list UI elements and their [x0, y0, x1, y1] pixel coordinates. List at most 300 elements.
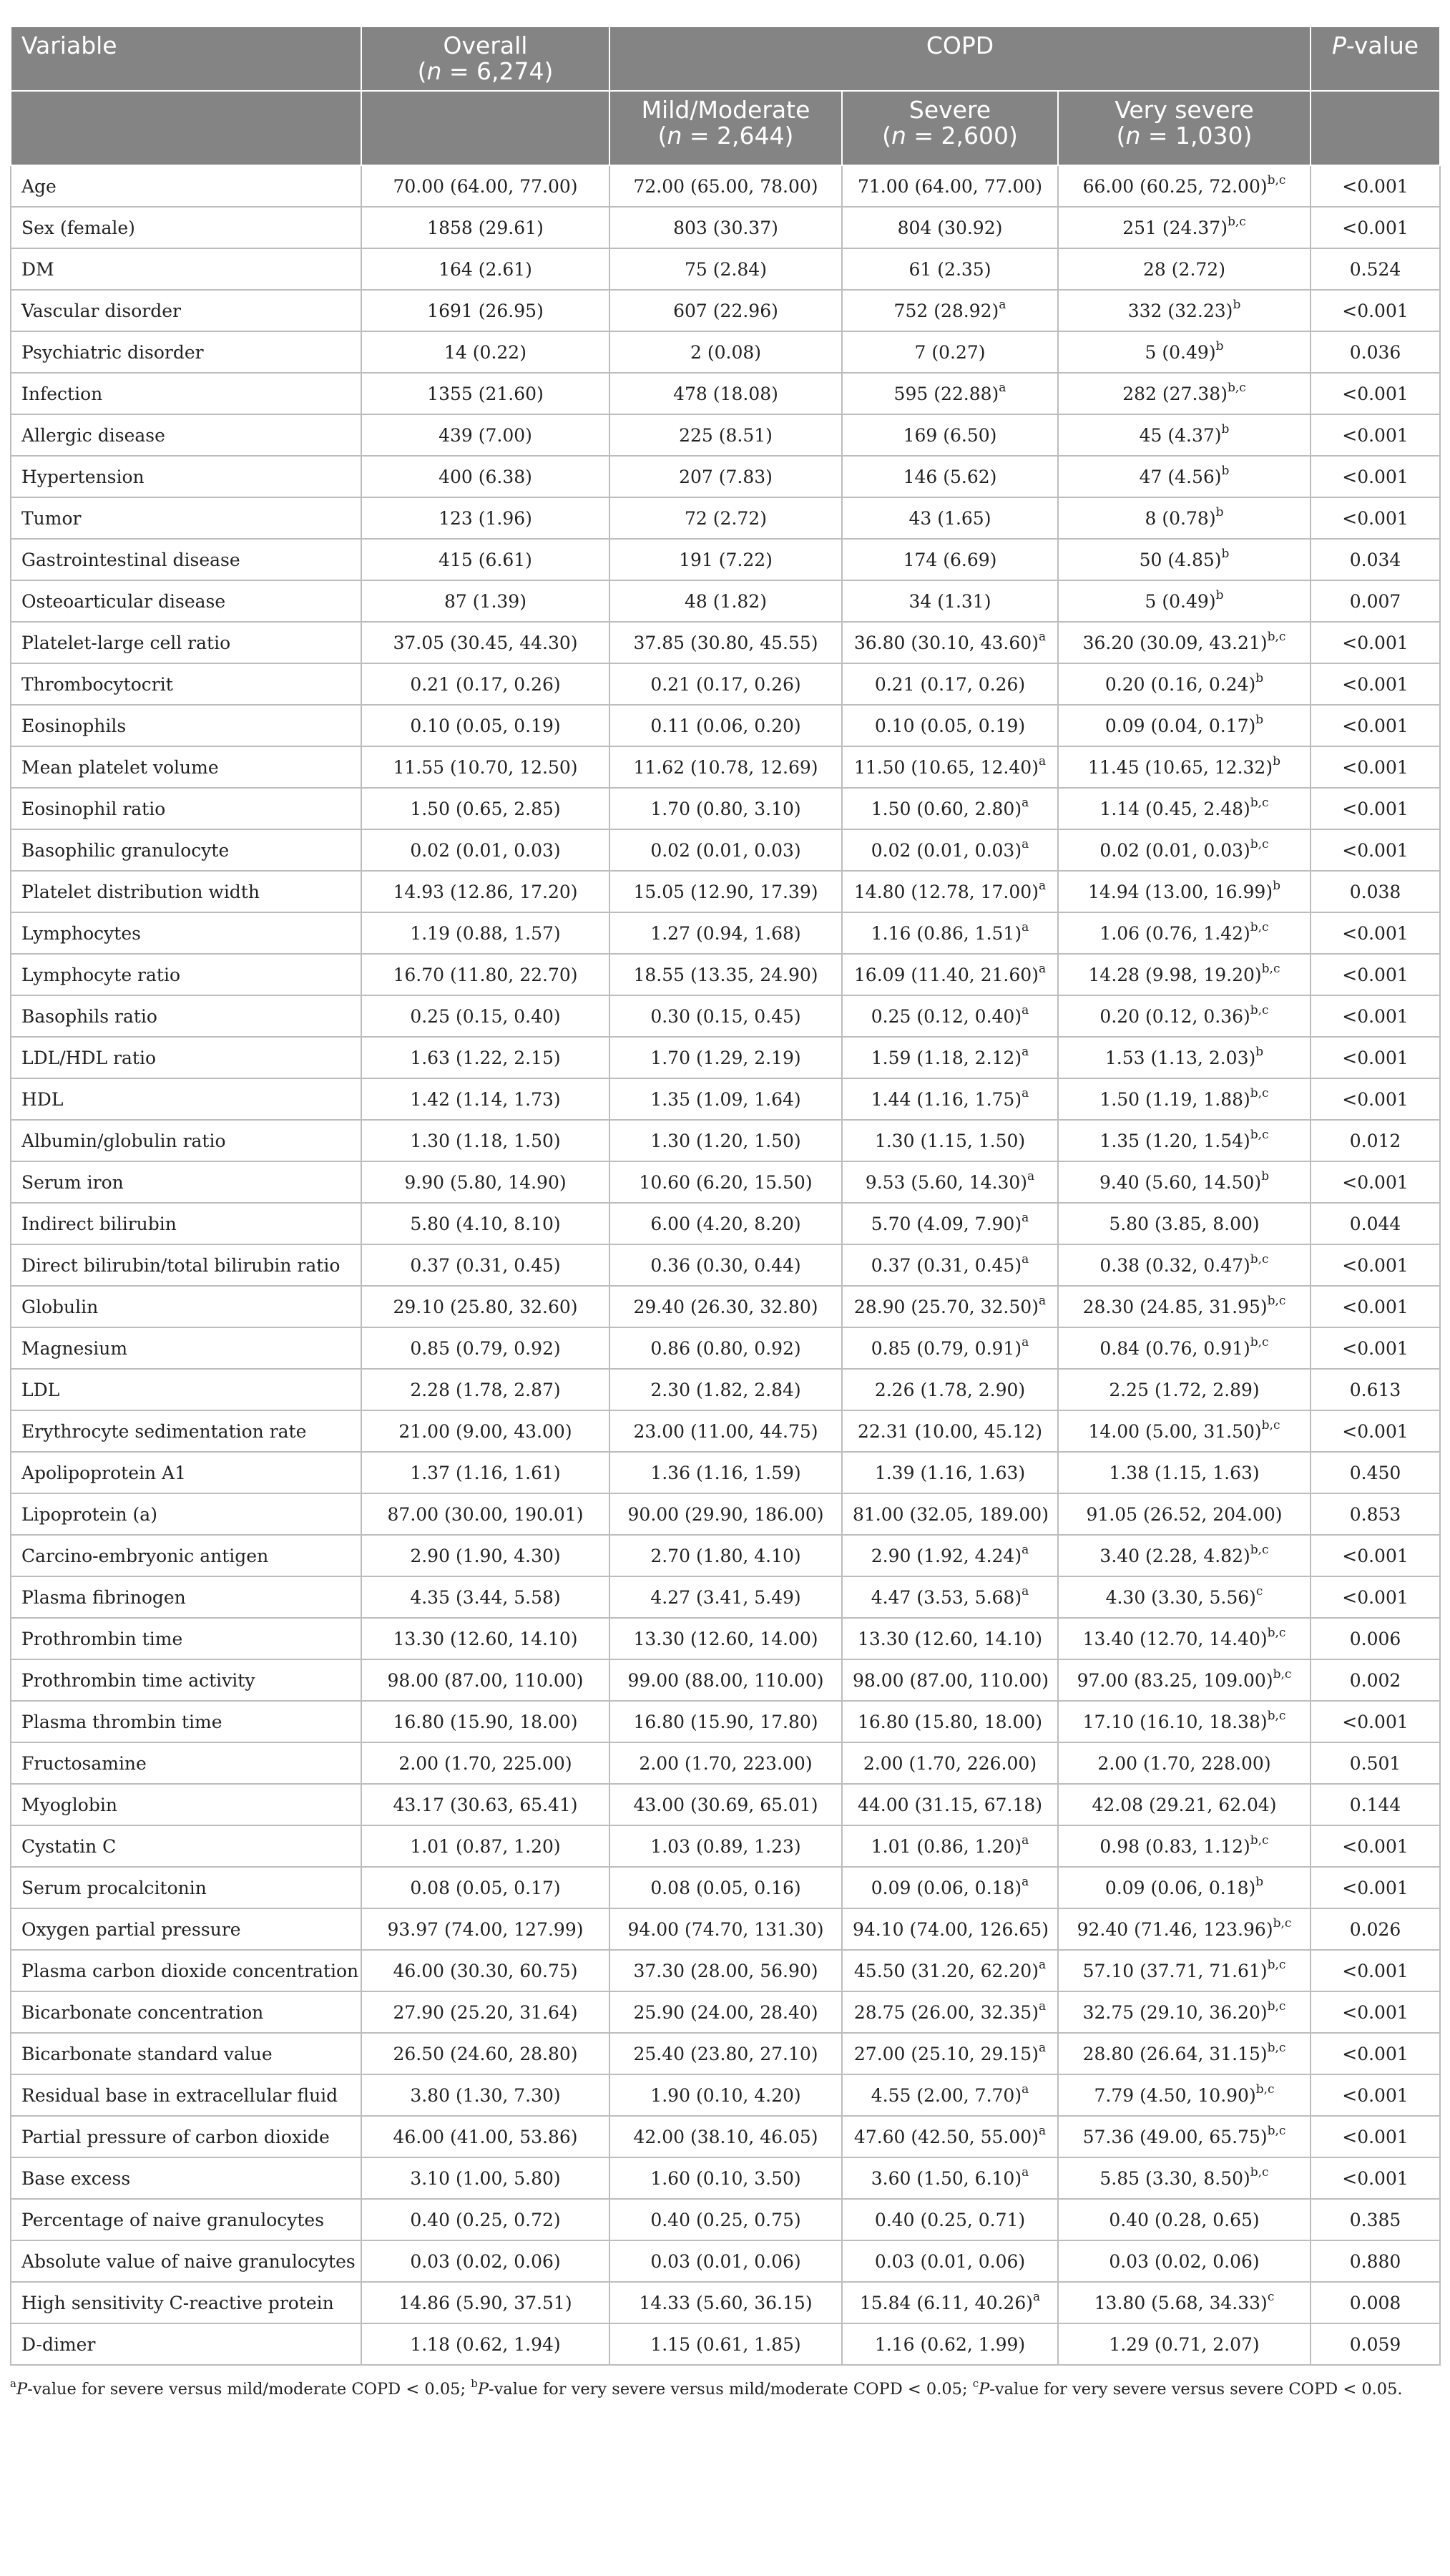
cell-mild-moderate: 4.27 (3.41, 5.49): [609, 1576, 842, 1618]
cell-overall: 1.30 (1.18, 1.50): [361, 1120, 609, 1161]
table-row: [11, 373, 1440, 414]
cell-overall: 13.30 (12.60, 14.10): [361, 1618, 609, 1659]
significance-mark: b,c: [1273, 1667, 1292, 1682]
table-row: [11, 1701, 1440, 1742]
cell-severe: 0.25 (0.12, 0.40)$^a$: [842, 995, 1058, 1037]
cell-variable: Apolipoprotein A1: [11, 1452, 361, 1493]
cell-mild-moderate: 803 (30.37): [609, 207, 842, 248]
cell-severe: 1.16 (0.62, 1.99): [842, 2323, 1058, 2365]
cell-mild-moderate: 1.60 (0.10, 3.50): [609, 2157, 842, 2199]
cell-overall: 0.40 (0.25, 0.72): [361, 2199, 609, 2240]
table-row: [11, 663, 1440, 705]
table-row: [11, 1659, 1440, 1701]
cell-overall: 0.25 (0.15, 0.40): [361, 995, 609, 1037]
footnote-mark: b: [471, 2376, 478, 2390]
cell-pvalue: <0.001: [1311, 1410, 1440, 1452]
header-group-severe: [842, 91, 1058, 165]
significance-mark: b: [1215, 505, 1224, 520]
table-row: [11, 829, 1440, 871]
cell-very-severe: 1.53 (1.13, 2.03)$^b$: [1058, 1037, 1311, 1078]
cell-severe: 2.26 (1.78, 2.90): [842, 1369, 1058, 1410]
significance-mark: b,c: [1250, 1833, 1269, 1848]
cell-pvalue: <0.001: [1311, 497, 1440, 539]
significance-mark: a: [1022, 796, 1029, 811]
cell-severe: 94.10 (74.00, 126.65): [842, 1908, 1058, 1950]
significance-mark: b: [1255, 1875, 1264, 1890]
cell-pvalue: 0.385: [1311, 2199, 1440, 2240]
cell-severe: 11.50 (10.65, 12.40)$^a$: [842, 746, 1058, 788]
cell-mild-moderate: 1.35 (1.09, 1.64): [609, 1078, 842, 1120]
cell-severe: 7 (0.27): [842, 331, 1058, 373]
cell-severe: 146 (5.62): [842, 456, 1058, 497]
cell-severe: 81.00 (32.05, 189.00): [842, 1493, 1058, 1535]
cell-severe: 22.31 (10.00, 45.12): [842, 1410, 1058, 1452]
cell-pvalue: <0.001: [1311, 2157, 1440, 2199]
table-row: [11, 1078, 1440, 1120]
cell-very-severe: 45 $(4.37)^b$: [1058, 414, 1311, 456]
cell-variable: Age: [11, 165, 361, 207]
cell-severe: 28.90 (25.70, 32.50)$^a$: [842, 1286, 1058, 1327]
cell-pvalue: 0.002: [1311, 1659, 1440, 1701]
cell-severe: 0.02 (0.01, 0.03)$^a$: [842, 829, 1058, 871]
table-row: [11, 1369, 1440, 1410]
cell-overall: 164 (2.61): [361, 248, 609, 290]
cell-variable: Hypertension: [11, 456, 361, 497]
cell-mild-moderate: 43.00 (30.69, 65.01): [609, 1784, 842, 1825]
cell-very-severe: 1.50 (1.19, 1.88)$^{b,c}$: [1058, 1078, 1311, 1120]
cell-very-severe: 50 $(4.85)^b$: [1058, 539, 1311, 580]
significance-mark: b,c: [1267, 2124, 1286, 2139]
cell-variable: Indirect bilirubin: [11, 1203, 361, 1244]
header-copd: COPD: [609, 26, 1311, 91]
cell-very-severe: 5 $(0.49)^b$: [1058, 580, 1311, 622]
cell-mild-moderate: 478 (18.08): [609, 373, 842, 414]
cell-severe: 1.39 (1.16, 1.63): [842, 1452, 1058, 1493]
cell-overall: 1355 (21.60): [361, 373, 609, 414]
cell-overall: 27.90 (25.20, 31.64): [361, 1991, 609, 2033]
significance-mark: b,c: [1261, 962, 1280, 977]
table-row: [11, 1784, 1440, 1825]
cell-variable: Percentage of naive granulocytes: [11, 2199, 361, 2240]
cell-mild-moderate: 2 (0.08): [609, 331, 842, 373]
table-container: [10, 26, 1439, 2399]
cell-mild-moderate: 25.90 (24.00, 28.40): [609, 1991, 842, 2033]
cell-overall: 1.63 (1.22, 2.15): [361, 1037, 609, 1078]
significance-mark: a: [1022, 2082, 1029, 2097]
cell-mild-moderate: 75 (2.84): [609, 248, 842, 290]
cell-variable: Tumor: [11, 497, 361, 539]
cell-pvalue: <0.001: [1311, 1535, 1440, 1576]
cell-mild-moderate: 1.27 (0.94, 1.68): [609, 912, 842, 954]
cell-mild-moderate: 0.03 (0.01, 0.06): [609, 2240, 842, 2282]
cell-severe: 1.44 (1.16, 1.75)$^a$: [842, 1078, 1058, 1120]
significance-mark: a: [1022, 1543, 1029, 1558]
significance-mark: b,c: [1250, 1086, 1269, 1101]
significance-mark: b,c: [1267, 1626, 1286, 1641]
significance-mark: a: [1038, 879, 1047, 894]
significance-mark: a: [1022, 1833, 1029, 1848]
table-row: [11, 995, 1440, 1037]
header-group-n: (n = 2,644): [657, 122, 794, 150]
cell-mild-moderate: 72 (2.72): [609, 497, 842, 539]
cell-pvalue: <0.001: [1311, 1327, 1440, 1369]
cell-pvalue: 0.853: [1311, 1493, 1440, 1535]
cell-mild-moderate: 0.30 (0.15, 0.45): [609, 995, 842, 1037]
significance-mark: a: [999, 298, 1006, 313]
table-row: [11, 705, 1440, 746]
cell-overall: 0.03 (0.02, 0.06): [361, 2240, 609, 2282]
footnote-mark: a: [10, 2376, 16, 2390]
cell-overall: 11.55 (10.70, 12.50): [361, 746, 609, 788]
header-group-mild: [609, 91, 842, 165]
header-row-2: [11, 91, 1440, 165]
significance-mark: b: [1255, 713, 1264, 728]
cell-pvalue: 0.450: [1311, 1452, 1440, 1493]
cell-pvalue: <0.001: [1311, 1037, 1440, 1078]
cell-very-severe: 4.30 (3.30, 5.56)$^c$: [1058, 1576, 1311, 1618]
cell-pvalue: 0.034: [1311, 539, 1440, 580]
cell-very-severe: 0.02 (0.01, 0.03)$^{b,c}$: [1058, 829, 1311, 871]
table-row: [11, 580, 1440, 622]
significance-mark: b,c: [1227, 381, 1246, 396]
cell-variable: Lymphocytes: [11, 912, 361, 954]
cell-variable: Plasma fibrinogen: [11, 1576, 361, 1618]
cell-very-severe: 28.80 (26.64, 31.15)$^{b,c}$: [1058, 2033, 1311, 2074]
table-row: [11, 2157, 1440, 2199]
cell-overall: 70.00 (64.00, 77.00): [361, 165, 609, 207]
cell-very-severe: 13.40 (12.70, 14.40)$^{b,c}$: [1058, 1618, 1311, 1659]
header-group-n: (n = 1,030): [1116, 122, 1253, 150]
cell-very-severe: 57.36 (49.00, 65.75)$^{b,c}$: [1058, 2116, 1311, 2157]
significance-mark: a: [1022, 1086, 1029, 1101]
significance-mark: b,c: [1250, 1543, 1269, 1558]
cell-variable: Platelet-large cell ratio: [11, 622, 361, 663]
table-row: [11, 1327, 1440, 1369]
significance-mark: b,c: [1267, 173, 1286, 188]
header-group-very-severe: [1058, 91, 1311, 165]
cell-overall: 14 (0.22): [361, 331, 609, 373]
cell-very-severe: 14.28 (9.98, 19.20)$^{b,c}$: [1058, 954, 1311, 995]
cell-variable: DM: [11, 248, 361, 290]
table-row: [11, 1203, 1440, 1244]
cell-mild-moderate: 42.00 (38.10, 46.05): [609, 2116, 842, 2157]
cell-severe: 27.00 (25.10, 29.15)$^a$: [842, 2033, 1058, 2074]
cell-very-severe: 97.00 (83.25, 109.00)$^{b,c}$: [1058, 1659, 1311, 1701]
cell-very-severe: 251 $(24.37)^{b,c}$: [1058, 207, 1311, 248]
cell-severe: 45.50 (31.20, 62.20)$^a$: [842, 1950, 1058, 1991]
significance-mark: b: [1221, 422, 1230, 437]
cell-overall: 439 (7.00): [361, 414, 609, 456]
cell-overall: 3.10 (1.00, 5.80): [361, 2157, 609, 2199]
cell-very-severe: 1.35 (1.20, 1.54)$^{b,c}$: [1058, 1120, 1311, 1161]
cell-severe: 0.40 (0.25, 0.71): [842, 2199, 1058, 2240]
cell-overall: 87 (1.39): [361, 580, 609, 622]
cell-overall: 1.18 (0.62, 1.94): [361, 2323, 609, 2365]
header-pvalue: P-value: [1311, 26, 1440, 91]
cell-overall: 123 (1.96): [361, 497, 609, 539]
cell-variable: Sex (female): [11, 207, 361, 248]
cell-very-severe: 332 $(32.23)^b$: [1058, 290, 1311, 331]
cell-overall: 1.37 (1.16, 1.61): [361, 1452, 609, 1493]
cell-very-severe: 5 $(0.49)^b$: [1058, 331, 1311, 373]
cell-pvalue: <0.001: [1311, 954, 1440, 995]
cell-very-severe: 17.10 (16.10, 18.38)$^{b,c}$: [1058, 1701, 1311, 1742]
cell-mild-moderate: 94.00 (74.70, 131.30): [609, 1908, 842, 1950]
cell-variable: Basophilic granulocyte: [11, 829, 361, 871]
cell-variable: Base excess: [11, 2157, 361, 2199]
cell-severe: 169 (6.50): [842, 414, 1058, 456]
significance-mark: a: [1027, 1169, 1035, 1184]
significance-mark: a: [1038, 2124, 1047, 2139]
cell-severe: 0.21 (0.17, 0.26): [842, 663, 1058, 705]
cell-overall: 21.00 (9.00, 43.00): [361, 1410, 609, 1452]
table-row: [11, 1244, 1440, 1286]
table-row: [11, 954, 1440, 995]
cell-mild-moderate: 18.55 (13.35, 24.90): [609, 954, 842, 995]
cell-overall: 1691 (26.95): [361, 290, 609, 331]
significance-mark: a: [1038, 754, 1047, 769]
significance-mark: b: [1221, 464, 1230, 479]
table-row: [11, 1618, 1440, 1659]
cell-severe: 1.01 (0.86, 1.20)$^a$: [842, 1825, 1058, 1867]
significance-mark: b: [1215, 339, 1224, 354]
cell-overall: 415 (6.61): [361, 539, 609, 580]
cell-mild-moderate: 0.40 (0.25, 0.75): [609, 2199, 842, 2240]
cell-pvalue: <0.001: [1311, 1576, 1440, 1618]
cell-very-severe: 0.98 (0.83, 1.12)$^{b,c}$: [1058, 1825, 1311, 1867]
cell-overall: 2.28 (1.78, 2.87): [361, 1369, 609, 1410]
cell-mild-moderate: 14.33 (5.60, 36.15): [609, 2282, 842, 2323]
significance-mark: a: [1038, 2041, 1047, 2056]
significance-mark: b,c: [1267, 1709, 1286, 1724]
cell-very-severe: 28 (2.72): [1058, 248, 1311, 290]
cell-overall: 400 (6.38): [361, 456, 609, 497]
cell-variable: Basophils ratio: [11, 995, 361, 1037]
cell-pvalue: 0.007: [1311, 580, 1440, 622]
cell-severe: 16.09 (11.40, 21.60)$^a$: [842, 954, 1058, 995]
significance-mark: b,c: [1267, 1999, 1286, 2014]
cell-variable: Eosinophils: [11, 705, 361, 746]
cell-pvalue: <0.001: [1311, 2033, 1440, 2074]
cell-overall: 0.37 (0.31, 0.45): [361, 1244, 609, 1286]
cell-very-severe: 32.75 (29.10, 36.20)$^{b,c}$: [1058, 1991, 1311, 2033]
cell-mild-moderate: 11.62 (10.78, 12.69): [609, 746, 842, 788]
cell-pvalue: <0.001: [1311, 2074, 1440, 2116]
cell-pvalue: 0.880: [1311, 2240, 1440, 2282]
cell-very-severe: 11.45 (10.65, 12.32)$^b$: [1058, 746, 1311, 788]
table-row: [11, 414, 1440, 456]
cell-very-severe: 0.20 (0.12, 0.36)$^{b,c}$: [1058, 995, 1311, 1037]
cell-variable: Carcino-embryonic antigen: [11, 1535, 361, 1576]
cell-severe: 16.80 (15.80, 18.00): [842, 1701, 1058, 1742]
significance-mark: b,c: [1250, 920, 1269, 935]
cell-mild-moderate: 6.00 (4.20, 8.20): [609, 1203, 842, 1244]
cell-severe: 752 $(28.92)^a$: [842, 290, 1058, 331]
header-blank-pvalue: [1311, 91, 1440, 165]
significance-mark: b,c: [1250, 796, 1269, 811]
table-row: [11, 1452, 1440, 1493]
header-overall: [361, 26, 609, 91]
cell-overall: 1.01 (0.87, 1.20): [361, 1825, 609, 1867]
cell-severe: 0.85 (0.79, 0.91)$^a$: [842, 1327, 1058, 1369]
table-row: [11, 2240, 1440, 2282]
significance-mark: a: [999, 381, 1006, 396]
cell-severe: 14.80 (12.78, 17.00)$^a$: [842, 871, 1058, 912]
cell-overall: 0.10 (0.05, 0.19): [361, 705, 609, 746]
cell-severe: 44.00 (31.15, 67.18): [842, 1784, 1058, 1825]
significance-mark: b,c: [1250, 1128, 1269, 1143]
significance-mark: b: [1255, 671, 1264, 686]
cell-variable: Cystatin C: [11, 1825, 361, 1867]
cell-variable: Plasma carbon dioxide concentration: [11, 1950, 361, 1991]
table-row: [11, 2199, 1440, 2240]
cell-mild-moderate: 2.30 (1.82, 2.84): [609, 1369, 842, 1410]
table-row: [11, 497, 1440, 539]
cell-mild-moderate: 37.30 (28.00, 56.90): [609, 1950, 842, 1991]
cell-overall: 46.00 (30.30, 60.75): [361, 1950, 609, 1991]
cell-severe: 4.47 (3.53, 5.68)$^a$: [842, 1576, 1058, 1618]
cell-severe: 5.70 (4.09, 7.90)$^a$: [842, 1203, 1058, 1244]
cell-very-severe: 2.25 (1.72, 2.89): [1058, 1369, 1311, 1410]
cell-very-severe: 0.20 (0.16, 0.24)$^b$: [1058, 663, 1311, 705]
cell-severe: 0.03 (0.01, 0.06): [842, 2240, 1058, 2282]
cell-pvalue: <0.001: [1311, 1161, 1440, 1203]
significance-mark: b: [1215, 588, 1224, 603]
cell-pvalue: 0.006: [1311, 1618, 1440, 1659]
cell-overall: 1.19 (0.88, 1.57): [361, 912, 609, 954]
cell-mild-moderate: 1.03 (0.89, 1.23): [609, 1825, 842, 1867]
cell-severe: 1.50 (0.60, 2.80)$^a$: [842, 788, 1058, 829]
cell-variable: Albumin/globulin ratio: [11, 1120, 361, 1161]
cell-very-severe: 1.29 (0.71, 2.07): [1058, 2323, 1311, 2365]
cell-mild-moderate: 72.00 (65.00, 78.00): [609, 165, 842, 207]
header-overall-label: Overall: [443, 31, 528, 59]
cell-very-severe: 0.09 (0.06, 0.18)$^b$: [1058, 1867, 1311, 1908]
significance-mark: b,c: [1250, 837, 1269, 852]
cell-variable: Prothrombin time: [11, 1618, 361, 1659]
cell-very-severe: 1.38 (1.15, 1.63): [1058, 1452, 1311, 1493]
cell-overall: 93.97 (74.00, 127.99): [361, 1908, 609, 1950]
significance-mark: a: [1038, 630, 1047, 645]
cell-severe: 34 (1.31): [842, 580, 1058, 622]
cell-variable: Magnesium: [11, 1327, 361, 1369]
cell-mild-moderate: 29.40 (26.30, 32.80): [609, 1286, 842, 1327]
cell-variable: Residual base in extracellular fluid: [11, 2074, 361, 2116]
cell-severe: 1.59 (1.18, 2.12)$^a$: [842, 1037, 1058, 1078]
cell-overall: 37.05 (30.45, 44.30): [361, 622, 609, 663]
cell-mild-moderate: 0.21 (0.17, 0.26): [609, 663, 842, 705]
cell-overall: 0.08 (0.05, 0.17): [361, 1867, 609, 1908]
cell-pvalue: 0.613: [1311, 1369, 1440, 1410]
cell-variable: Infection: [11, 373, 361, 414]
cell-overall: 2.00 (1.70, 225.00): [361, 1742, 609, 1784]
cell-very-severe: 5.85 (3.30, 8.50)$^{b,c}$: [1058, 2157, 1311, 2199]
cell-variable: Oxygen partial pressure: [11, 1908, 361, 1950]
significance-mark: b,c: [1250, 1335, 1269, 1350]
cell-very-severe: 36.20 (30.09, 43.21)$^{b,c}$: [1058, 622, 1311, 663]
cell-pvalue: 0.044: [1311, 1203, 1440, 1244]
cell-variable: Serum iron: [11, 1161, 361, 1203]
cell-severe: 4.55 (2.00, 7.70)$^a$: [842, 2074, 1058, 2116]
significance-mark: c: [1267, 2290, 1275, 2305]
cell-variable: Bicarbonate standard value: [11, 2033, 361, 2074]
table-row: [11, 290, 1440, 331]
significance-mark: b: [1221, 547, 1230, 562]
cell-very-severe: 14.00 (5.00, 31.50)$^{b,c}$: [1058, 1410, 1311, 1452]
cell-severe: 98.00 (87.00, 110.00): [842, 1659, 1058, 1701]
cell-very-severe: 66.00 (60.25, 72.00)$^{b,c}$: [1058, 165, 1311, 207]
cell-variable: Partial pressure of carbon dioxide: [11, 2116, 361, 2157]
cell-overall: 26.50 (24.60, 28.80): [361, 2033, 609, 2074]
cell-pvalue: <0.001: [1311, 622, 1440, 663]
significance-mark: b,c: [1273, 1916, 1292, 1931]
significance-mark: b,c: [1250, 2165, 1269, 2180]
cell-severe: 0.37 (0.31, 0.45)$^a$: [842, 1244, 1058, 1286]
cell-variable: Mean platelet volume: [11, 746, 361, 788]
table-row: [11, 1742, 1440, 1784]
cell-severe: 61 (2.35): [842, 248, 1058, 290]
cell-pvalue: 0.036: [1311, 331, 1440, 373]
cell-severe: 9.53 (5.60, 14.30)$^a$: [842, 1161, 1058, 1203]
cell-variable: Allergic disease: [11, 414, 361, 456]
cell-mild-moderate: 48 (1.82): [609, 580, 842, 622]
cell-mild-moderate: 23.00 (11.00, 44.75): [609, 1410, 842, 1452]
cell-pvalue: <0.001: [1311, 995, 1440, 1037]
cell-very-severe: 13.80 (5.68, 34.33)$^c$: [1058, 2282, 1311, 2323]
cell-pvalue: <0.001: [1311, 705, 1440, 746]
cell-pvalue: <0.001: [1311, 1867, 1440, 1908]
cell-variable: HDL: [11, 1078, 361, 1120]
cell-pvalue: <0.001: [1311, 912, 1440, 954]
table-row: [11, 456, 1440, 497]
cell-very-severe: 14.94 (13.00, 16.99)$^b$: [1058, 871, 1311, 912]
cell-severe: 15.84 (6.11, 40.26)$^a$: [842, 2282, 1058, 2323]
cell-variable: Thrombocytocrit: [11, 663, 361, 705]
cell-pvalue: 0.144: [1311, 1784, 1440, 1825]
cell-mild-moderate: 1.30 (1.20, 1.50): [609, 1120, 842, 1161]
table-row: [11, 1950, 1440, 1991]
table-row: [11, 1410, 1440, 1452]
cell-overall: 16.80 (15.90, 18.00): [361, 1701, 609, 1742]
cell-very-severe: 0.40 (0.28, 0.65): [1058, 2199, 1311, 2240]
table-row: [11, 1825, 1440, 1867]
cell-severe: 174 (6.69): [842, 539, 1058, 580]
cell-variable: Bicarbonate concentration: [11, 1991, 361, 2033]
cell-mild-moderate: 225 (8.51): [609, 414, 842, 456]
cell-mild-moderate: 2.70 (1.80, 4.10): [609, 1535, 842, 1576]
cell-very-severe: 1.14 (0.45, 2.48)$^{b,c}$: [1058, 788, 1311, 829]
header-group-label: Mild/Moderate: [641, 96, 810, 124]
header-overall-n: (n = 6,274): [417, 57, 554, 85]
cell-mild-moderate: 10.60 (6.20, 15.50): [609, 1161, 842, 1203]
cell-very-severe: 0.09 (0.04, 0.17)$^b$: [1058, 705, 1311, 746]
cell-mild-moderate: 0.36 (0.30, 0.44): [609, 1244, 842, 1286]
table-row: [11, 207, 1440, 248]
cell-mild-moderate: 1.36 (1.16, 1.59): [609, 1452, 842, 1493]
cell-very-severe: 7.79 (4.50, 10.90)$^{b,c}$: [1058, 2074, 1311, 2116]
cell-pvalue: <0.001: [1311, 1244, 1440, 1286]
significance-mark: b,c: [1267, 2041, 1286, 2056]
cell-variable: Platelet distribution width: [11, 871, 361, 912]
cell-very-severe: 0.84 (0.76, 0.91)$^{b,c}$: [1058, 1327, 1311, 1369]
cell-very-severe: 5.80 (3.85, 8.00): [1058, 1203, 1311, 1244]
significance-mark: a: [1022, 1584, 1029, 1599]
significance-mark: a: [1038, 962, 1047, 977]
cell-mild-moderate: 37.85 (30.80, 45.55): [609, 622, 842, 663]
cell-mild-moderate: 1.15 (0.61, 1.85): [609, 2323, 842, 2365]
cell-overall: 0.21 (0.17, 0.26): [361, 663, 609, 705]
cell-severe: 3.60 (1.50, 6.10)$^a$: [842, 2157, 1058, 2199]
